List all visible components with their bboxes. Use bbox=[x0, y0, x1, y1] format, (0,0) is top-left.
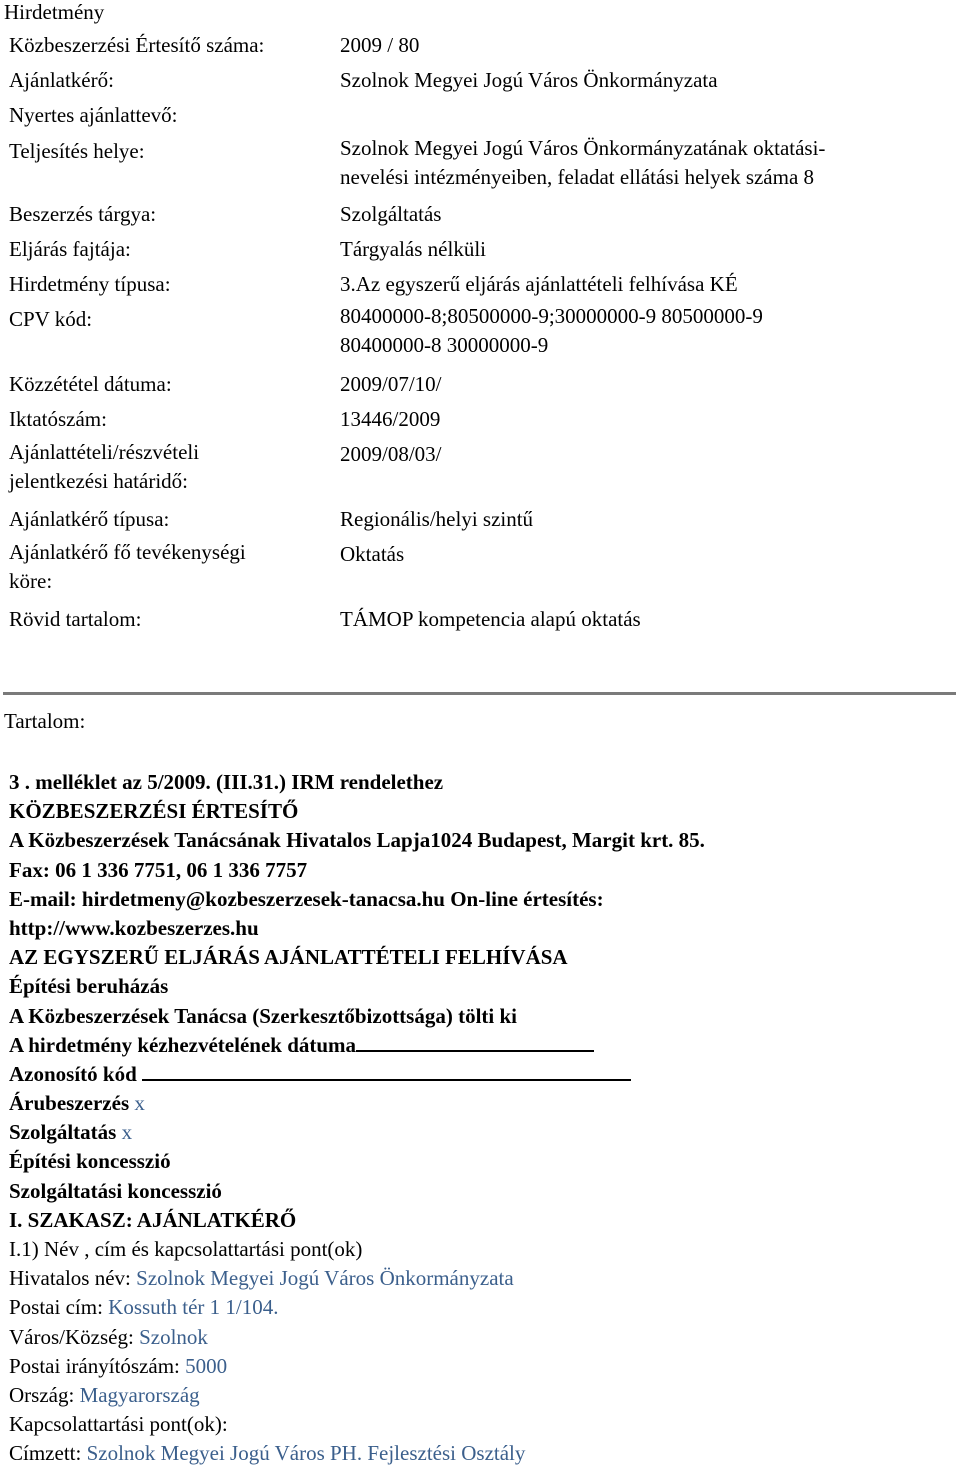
field-postal-address bbox=[9, 1293, 954, 1322]
summary-value: 2009/08/03/ bbox=[340, 442, 442, 466]
summary-value-line: 80400000-8 30000000-9 bbox=[340, 333, 549, 357]
field-label: Hivatalos név: bbox=[9, 1266, 131, 1291]
summary-label: Hirdetmény típusa: bbox=[9, 272, 171, 296]
field-label: Címzett: bbox=[9, 1441, 82, 1466]
summary-label: Rövid tartalom: bbox=[9, 607, 142, 631]
summary-label: Közzététel dátuma: bbox=[9, 372, 172, 396]
summary-value: Oktatás bbox=[340, 542, 405, 566]
summary-label-line: köre: bbox=[9, 569, 53, 593]
summary-value: Szolgáltatás bbox=[340, 202, 442, 226]
field-addressee bbox=[9, 1439, 954, 1468]
tartalom-label: Tartalom: bbox=[4, 709, 86, 733]
summary-label: CPV kód: bbox=[9, 307, 93, 331]
identifier-label: Azonosító kód bbox=[9, 1061, 137, 1086]
summary-value: Regionális/helyi szintű bbox=[340, 507, 534, 531]
summary-label-line: Ajánlatkérő fő tevékenységi bbox=[9, 540, 246, 564]
gazette-fax: Fax: 06 1 336 7751, 06 1 336 7757 bbox=[9, 857, 308, 882]
contract-type-works-concession: Építési koncesszió bbox=[9, 1149, 171, 1174]
field-label: Postai irányítószám: bbox=[9, 1353, 180, 1378]
field-postal-code bbox=[9, 1352, 954, 1381]
editorial-note: A Közbeszerzések Tanácsa (Szerkesztőbizottsága) tölti ki bbox=[9, 1003, 518, 1028]
horizontal-rule bbox=[3, 692, 956, 695]
summary-label-line: Ajánlattételi/részvételi bbox=[9, 440, 200, 464]
gazette-email: E-mail: hirdetmeny@kozbeszerzesek-tanacsa.hu On-line értesítés: bbox=[9, 886, 604, 911]
summary-label: Ajánlatkérő: bbox=[9, 68, 114, 92]
notice-heading: AZ EGYSZERŰ ELJÁRÁS AJÁNLATTÉTELI FELHÍVÁSA bbox=[9, 945, 568, 970]
contract-type-services bbox=[9, 1118, 954, 1147]
summary-value: Tárgyalás nélküli bbox=[340, 237, 486, 261]
field-value: Szolnok Megyei Jogú Város PH. Fejlesztési Osztály bbox=[86, 1441, 526, 1466]
gazette-address: A Közbeszerzések Tanácsának Hivatalos Lapja1024 Budapest, Margit krt. 85. bbox=[9, 828, 705, 853]
annex-reference: 3 . melléklet az 5/2009. (III.31.) IRM rendelethez bbox=[9, 770, 444, 794]
section-heading: I. SZAKASZ: AJÁNLATKÉRŐ bbox=[9, 1207, 297, 1232]
summary-label: Beszerzés tárgya: bbox=[9, 202, 157, 226]
field-label: Város/Község: bbox=[9, 1324, 134, 1349]
identifier-blank bbox=[142, 1061, 631, 1081]
summary-label: Nyertes ajánlattevő: bbox=[9, 103, 178, 127]
summary-label: Ajánlatkérő típusa: bbox=[9, 507, 170, 531]
summary-value-line: Szolnok Megyei Jogú Város Önkormányzatának oktatási- bbox=[340, 136, 826, 160]
summary-label bbox=[9, 438, 199, 496]
identifier-field bbox=[9, 1060, 954, 1089]
summary-label-line: jelentkezési határidő: bbox=[9, 469, 189, 493]
summary-value bbox=[340, 134, 825, 192]
field-value: Kossuth tér 1 1/104. bbox=[108, 1295, 279, 1320]
contract-type-supplies bbox=[9, 1089, 954, 1118]
field-label: Postai cím: bbox=[9, 1295, 103, 1320]
field-value: 5000 bbox=[185, 1353, 228, 1378]
field-label: Ország: bbox=[9, 1382, 75, 1407]
page-title: Hirdetmény bbox=[4, 0, 105, 24]
field-town bbox=[9, 1323, 954, 1352]
summary-label: Közbeszerzési Értesítő száma: bbox=[9, 33, 265, 57]
field-value: Szolnok Megyei Jogú Város Önkormányzata bbox=[136, 1266, 514, 1291]
subsection-heading: I.1) Név , cím és kapcsolattartási pont(ok) bbox=[9, 1237, 363, 1261]
contract-type-works: Építési beruházás bbox=[9, 974, 169, 999]
receipt-date-blank bbox=[356, 1032, 594, 1052]
gazette-website: http://www.kozbeszerzes.hu bbox=[9, 915, 259, 940]
receipt-date-label: A hirdetmény kézhezvételének dátuma bbox=[9, 1032, 357, 1057]
notice-body bbox=[9, 768, 954, 1469]
receipt-date-field bbox=[9, 1031, 954, 1060]
summary-label bbox=[9, 538, 246, 596]
summary-label: Teljesítés helye: bbox=[9, 139, 145, 163]
field-value: Szolnok bbox=[139, 1324, 208, 1349]
summary-value: 2009/07/10/ bbox=[340, 372, 442, 396]
summary-value bbox=[340, 302, 763, 360]
field-label: Kapcsolattartási pont(ok): bbox=[9, 1412, 228, 1437]
summary-value: 3.Az egyszerű eljárás ajánlattételi felhívása KÉ bbox=[340, 272, 738, 296]
field-value: Magyarország bbox=[79, 1382, 200, 1407]
supplies-label: Árubeszerzés bbox=[9, 1091, 130, 1116]
summary-value: TÁMOP kompetencia alapú oktatás bbox=[340, 607, 641, 631]
field-contact-points bbox=[9, 1410, 954, 1439]
summary-value-line: nevelési intézményeiben, feladat ellátási helyek száma 8 bbox=[340, 165, 815, 189]
summary-value: 13446/2009 bbox=[340, 407, 441, 431]
summary-value-line: 80400000-8;80500000-9;30000000-9 80500000-9 bbox=[340, 304, 763, 328]
summary-value: 2009 / 80 bbox=[340, 33, 420, 57]
contract-type-service-concession: Szolgáltatási koncesszió bbox=[9, 1178, 222, 1203]
supplies-mark: x bbox=[134, 1091, 145, 1116]
summary-label: Iktatószám: bbox=[9, 407, 107, 431]
services-label: Szolgáltatás bbox=[9, 1120, 117, 1145]
services-mark: x bbox=[121, 1120, 133, 1145]
field-country bbox=[9, 1381, 954, 1410]
field-official-name bbox=[9, 1264, 954, 1293]
summary-value: Szolnok Megyei Jogú Város Önkormányzata bbox=[340, 68, 718, 92]
gazette-name: KÖZBESZERZÉSI ÉRTESÍTŐ bbox=[9, 799, 299, 824]
summary-label: Eljárás fajtája: bbox=[9, 237, 131, 261]
